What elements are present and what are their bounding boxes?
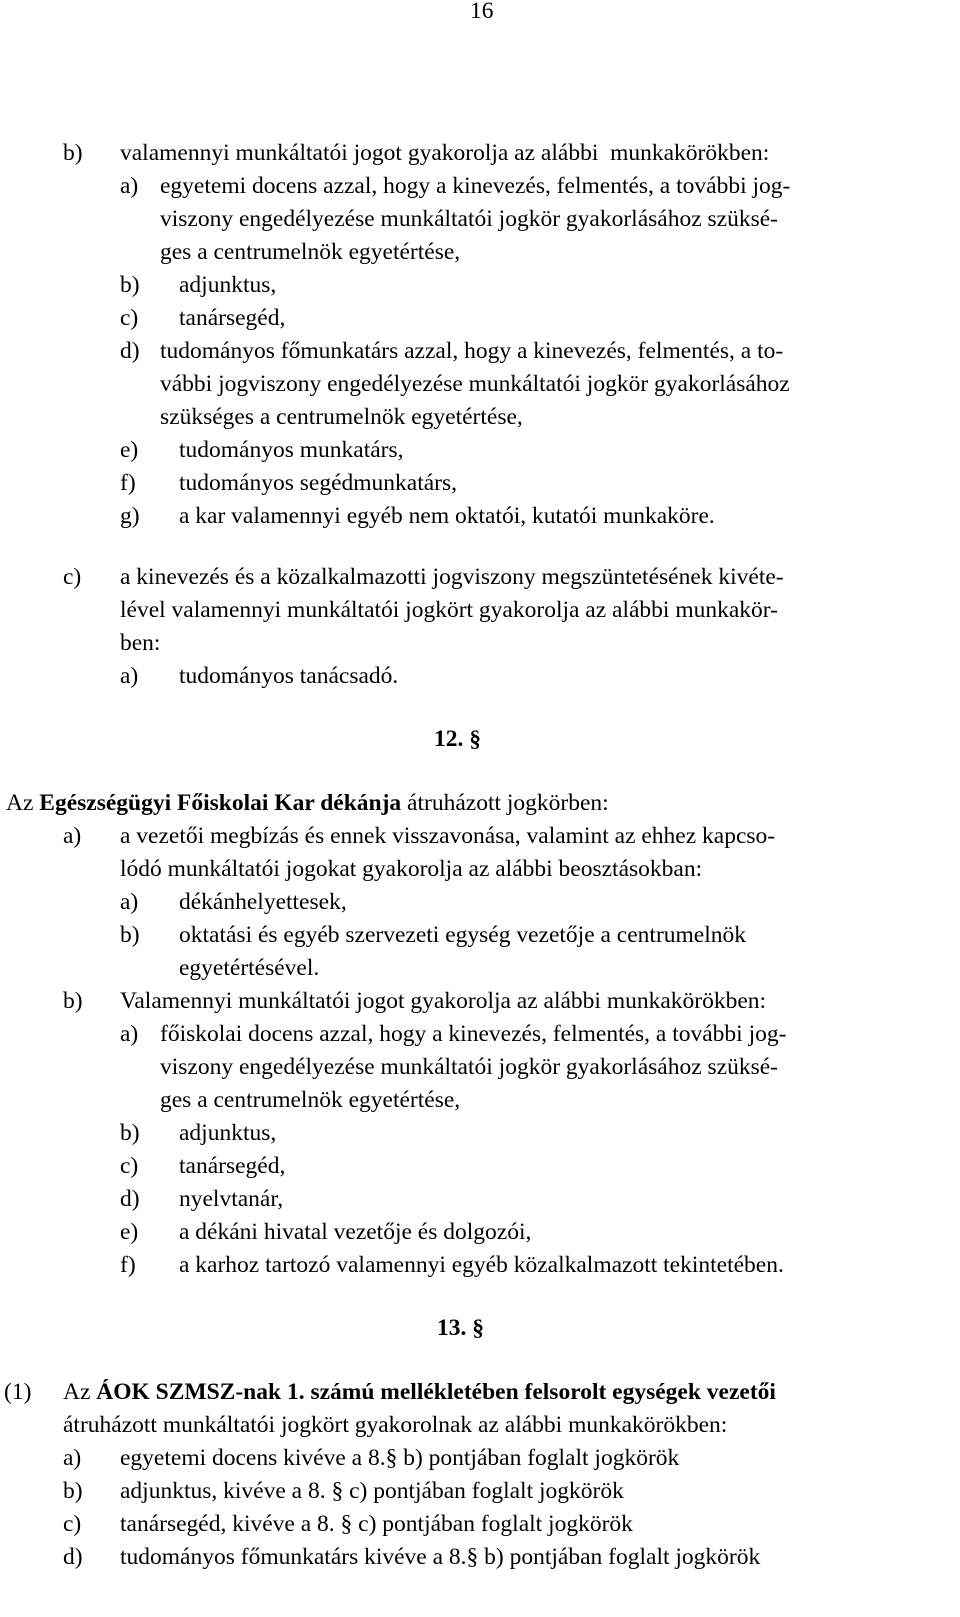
list-item-line: a kar valamennyi egyéb nem oktatói, kutatói munkaköre.	[179, 503, 715, 529]
list-label: b)	[120, 922, 140, 948]
list-item-line: egyetemi docens kivéve a 8.§ b) pontjában foglalt jogkörök	[120, 1445, 680, 1471]
list-item-line	[179, 924, 929, 948]
list-label: a)	[120, 663, 139, 689]
list-item-line: adjunktus, kivéve a 8. § c) pontjában foglalt jogkörök	[120, 1478, 624, 1504]
list-item-line: lódó munkáltatói jogokat gyakorolja az alábbi beosztásokban:	[120, 856, 703, 882]
list-item-line: nyelvtanár,	[179, 1186, 284, 1212]
list-label: b)	[63, 988, 83, 1014]
list-item-line: tudományos főmunkatárs azzal, hogy a kinevezés, felmentés, a to-	[160, 338, 784, 364]
list-label: f)	[120, 470, 136, 496]
list-label: a)	[63, 823, 82, 849]
paragraph-line: átruházott munkáltatói jogkört gyakorolnak az alábbi munkakörökben:	[63, 1412, 728, 1438]
list-item-line: tudományos munkatárs,	[179, 437, 404, 463]
list-item-line: ges a centrumelnök egyetértése,	[160, 239, 461, 265]
paragraph-line: Valamennyi munkáltatói jogot gyakorolja az alábbi munkakörökben:	[120, 988, 767, 1014]
paragraph-line: Az ÁOK SZMSZ-nak 1. számú mellékletében felsorolt egységek vezetői	[63, 1379, 776, 1405]
list-item-line: adjunktus,	[179, 1120, 277, 1146]
paragraph-line: a kinevezés és a közalkalmazotti jogviszony megszüntetésének kivéte-	[120, 564, 784, 590]
list-label: e)	[120, 437, 139, 463]
section-intro: Az Egészségügyi Főiskolai Kar dékánja átruházott jogkörben:	[6, 790, 609, 816]
list-label: b)	[63, 1478, 83, 1504]
list-item-line: tanársegéd,	[179, 1153, 286, 1179]
list-item-line: a karhoz tartozó valamennyi egyéb közalkalmazott tekintetében.	[179, 1252, 784, 1278]
justified-line: oktatási és egyéb szervezeti egység vezetője a centrumelnök	[179, 922, 747, 948]
list-label: f)	[120, 1252, 136, 1278]
list-label: a)	[120, 1021, 139, 1047]
list-label: (1)	[4, 1379, 32, 1405]
list-label: a)	[120, 889, 139, 915]
list-label: g)	[120, 503, 140, 529]
list-item-line: tudományos tanácsadó.	[179, 663, 399, 689]
list-item-line: a vezetői megbízás és ennek visszavonása, valamint az ehhez kapcso-	[120, 823, 776, 849]
list-label: c)	[63, 1511, 82, 1537]
list-label: a)	[120, 173, 139, 199]
section-heading-12: 12. §	[434, 726, 481, 752]
list-item-line: ges a centrumelnök egyetértése,	[160, 1087, 461, 1113]
list-label: c)	[120, 305, 139, 331]
list-item-line: tanársegéd, kivéve a 8. § c) pontjában foglalt jogkörök	[120, 1511, 633, 1537]
list-label: b)	[63, 140, 83, 166]
list-label: a)	[63, 1445, 82, 1471]
list-item-line: egyetértésével.	[179, 955, 320, 981]
list-item-line: tudományos segédmunkatárs,	[179, 470, 458, 496]
list-item-line: dékánhelyettesek,	[179, 889, 347, 915]
list-label: d)	[120, 1186, 140, 1212]
section-heading-13: 13. §	[437, 1315, 484, 1341]
list-item-line: a dékáni hivatal vezetője és dolgozói,	[179, 1219, 532, 1245]
list-item-line: tanársegéd,	[179, 305, 286, 331]
list-item-line: vábbi jogviszony engedélyezése munkáltatói jogkör gyakorlásához	[160, 371, 790, 397]
list-label: d)	[63, 1544, 83, 1570]
list-item-line: szükséges a centrumelnök egyetértése,	[160, 404, 523, 430]
list-label: b)	[120, 272, 140, 298]
list-item-line: adjunktus,	[179, 272, 277, 298]
list-item-line: tudományos főmunkatárs kivéve a 8.§ b) pontjában foglalt jogkörök	[120, 1544, 761, 1570]
page-number: 16	[470, 0, 494, 24]
paragraph-line: ben:	[120, 630, 161, 656]
list-label: e)	[120, 1219, 139, 1245]
list-item-line: főiskolai docens azzal, hogy a kinevezés, felmentés, a további jog-	[160, 1021, 787, 1047]
list-item-line: viszony engedélyezése munkáltatói jogkör gyakorlásához szüksé-	[160, 206, 778, 232]
list-label: d)	[120, 338, 140, 364]
list-label: b)	[120, 1120, 140, 1146]
paragraph-line: valamennyi munkáltatói jogot gyakorolja az alábbi munkakörökben:	[120, 140, 770, 166]
list-item-line: egyetemi docens azzal, hogy a kinevezés, felmentés, a további jog-	[160, 173, 791, 199]
list-item-line: viszony engedélyezése munkáltatói jogkör gyakorlásához szüksé-	[160, 1054, 778, 1080]
list-label: c)	[120, 1153, 139, 1179]
paragraph-line: lével valamennyi munkáltatói jogkört gyakorolja az alábbi munkakör-	[120, 597, 778, 623]
list-label: c)	[63, 564, 82, 590]
